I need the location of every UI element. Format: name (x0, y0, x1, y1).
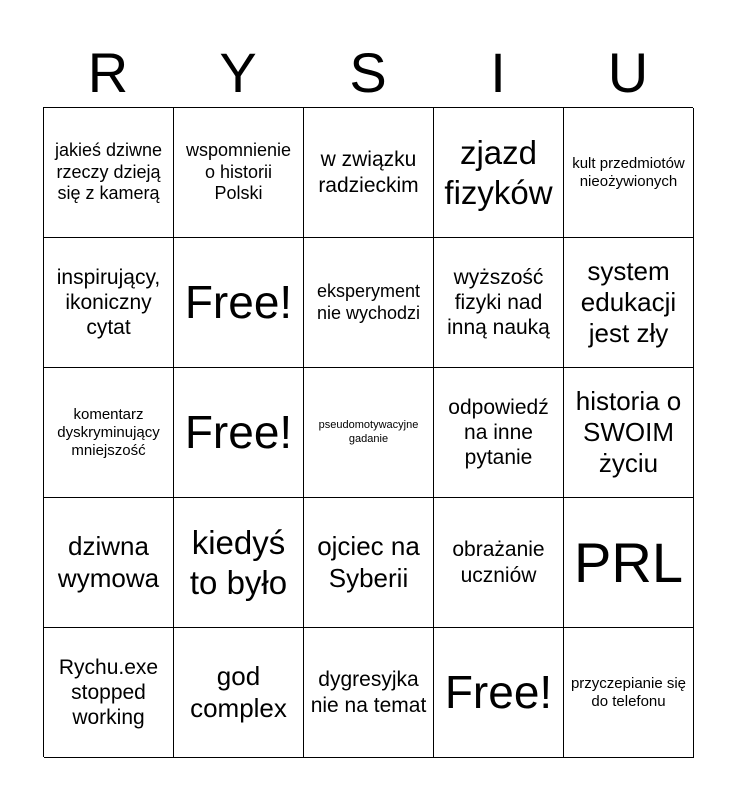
bingo-cell-text: w związku radzieckim (318, 148, 419, 197)
header-letter-i: I (490, 41, 506, 104)
bingo-cell[interactable] (44, 368, 174, 498)
bingo-cell-text: system edukacji jest zły (580, 255, 677, 349)
bingo-cell[interactable] (174, 628, 304, 758)
bingo-cell[interactable] (304, 628, 434, 758)
bingo-cell[interactable] (434, 498, 564, 628)
bingo-cell-free[interactable] (174, 368, 304, 498)
bingo-cell[interactable] (304, 368, 434, 498)
bingo-cell[interactable] (304, 238, 434, 368)
bingo-cell[interactable] (564, 108, 694, 238)
bingo-cell[interactable] (304, 498, 434, 628)
bingo-cell-text: komentarz dyskryminujący mniejszość (57, 405, 160, 459)
bingo-cell-text: historia o SWOIM życiu (575, 385, 682, 479)
bingo-cell[interactable] (304, 108, 434, 238)
bingo-cell[interactable] (564, 368, 694, 498)
header-letter-y: Y (219, 41, 257, 104)
bingo-cell-text: jakieś dziwne rzeczy dzieją się z kamerą (54, 140, 163, 204)
bingo-cell[interactable] (44, 628, 174, 758)
bingo-board (43, 107, 693, 757)
free-space-label: Free! (444, 665, 553, 718)
bingo-cell-text: dygresyjka nie na temat (310, 668, 427, 717)
bingo-cell[interactable] (44, 108, 174, 238)
bingo-cell-text: dziwna wymowa (57, 531, 160, 593)
bingo-cell-text: inspirujący, ikoniczny cytat (56, 265, 161, 340)
bingo-cell[interactable] (564, 238, 694, 368)
bingo-cell[interactable] (564, 498, 694, 628)
bingo-cell[interactable] (434, 108, 564, 238)
bingo-cell-free[interactable] (434, 628, 564, 758)
bingo-cell-free[interactable] (174, 238, 304, 368)
bingo-cell-text: odpowiedź na inne pytanie (448, 395, 549, 470)
bingo-header (43, 38, 693, 108)
header-letter-r: R (87, 41, 129, 104)
bingo-cell[interactable] (44, 238, 174, 368)
bingo-cell-text: PRL (574, 530, 683, 594)
bingo-cell[interactable] (434, 368, 564, 498)
free-space-label: Free! (184, 405, 293, 458)
bingo-cell[interactable] (434, 238, 564, 368)
bingo-cell-text: pseudomotywacyjne gadanie (318, 419, 419, 445)
bingo-cell-text: Rychu.exe stopped working (58, 655, 159, 730)
bingo-cell-text: obrażanie uczniów (452, 538, 545, 587)
bingo-cell[interactable] (174, 108, 304, 238)
bingo-cell-text: god complex (190, 661, 287, 723)
free-space-label: Free! (184, 275, 293, 328)
bingo-cell-text: zjazd fizyków (444, 133, 553, 211)
bingo-cell-text: kiedyś to było (189, 523, 288, 601)
bingo-cell-text: wyższość fizyki nad inną nauką (447, 265, 550, 340)
bingo-cell-text: przyczepianie się do telefonu (570, 674, 687, 710)
bingo-cell-text: wspomnienie o historii Polski (185, 140, 292, 204)
bingo-cell[interactable] (174, 498, 304, 628)
bingo-cell-text: eksperyment nie wychodzi (316, 280, 421, 323)
bingo-cell-text: ojciec na Syberii (317, 531, 420, 593)
bingo-cell[interactable] (44, 498, 174, 628)
header-letter-u: U (607, 41, 649, 104)
bingo-cell[interactable] (564, 628, 694, 758)
bingo-cell-text: kult przedmiotów nieożywionych (572, 154, 685, 190)
header-letter-s: S (349, 41, 387, 104)
